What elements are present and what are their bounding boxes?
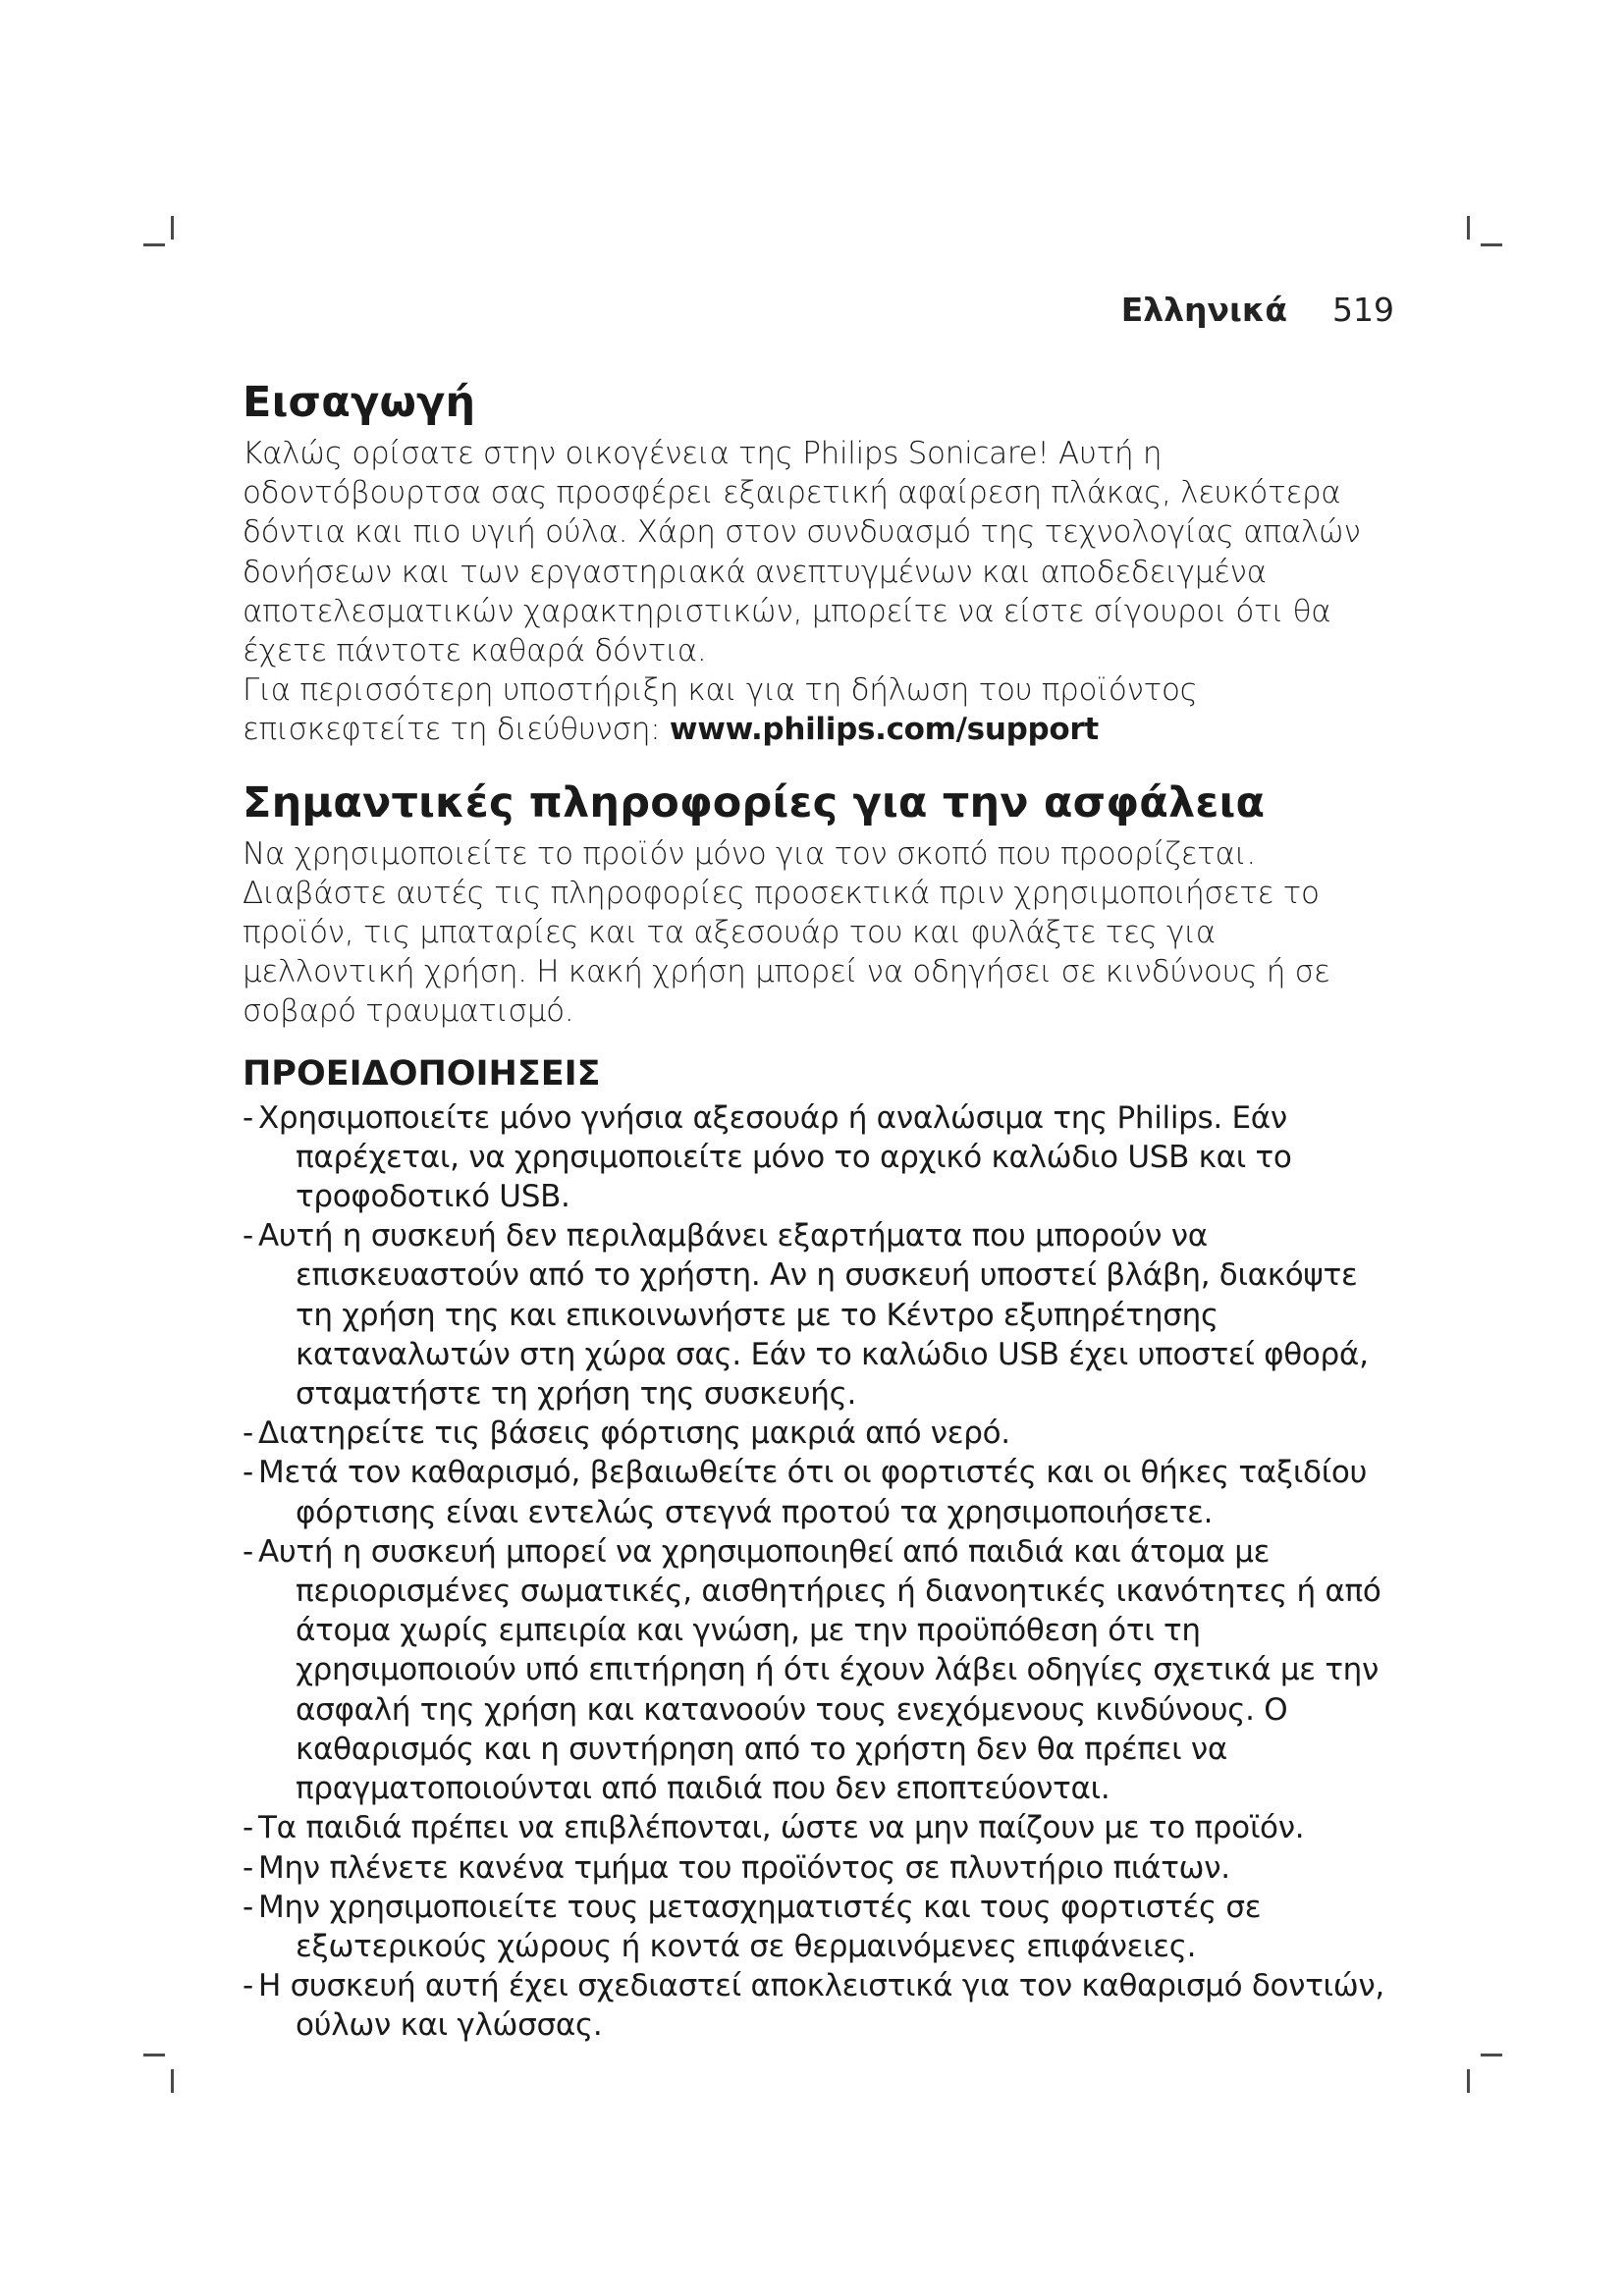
crop-mark-top-right-v [1467, 216, 1470, 240]
safety-section [243, 772, 1396, 1032]
intro-paragraph: Καλώς ορίσατε στην οικογένεια της Philips Sonicare! Αυτή η οδοντόβουρτσα σας προσφέρει εξαιρετική αφαίρεση πλάκας, λευκότερα δόντια και πιο υγιή ούλα. Χάρη στον συνδυασμό της τεχνολογίας απαλών δονήσεων και των εργαστηριακά ανεπτυγμένων και αποδεδειγμένα αποτελεσματικών χαρακτηριστικών, μπορείτε να είστε σίγουροι ότι θα έχετε πάντοτε καθαρά δόντια. [243, 436, 1361, 669]
bullet-dash: - [243, 1099, 253, 1136]
crop-mark-bottom-right-v [1467, 2069, 1470, 2093]
warning-item [243, 1848, 1396, 1888]
warnings-section [243, 1049, 1396, 2046]
warning-text: Χρησιμοποιείτε μόνο γνήσια αξεσουάρ ή αναλώσιμα της Philips. Εάν παρέχεται, να χρησιμοποιείτε μόνο το αρχικό καλώδιο USB και το τροφοδοτικό USB. [258, 1099, 1292, 1215]
intro-heading: Εισαγωγή [243, 378, 476, 427]
warning-text: Η συσκευή αυτή έχει σχεδιαστεί αποκλειστικά για τον καθαρισμό δοντιών, ούλων και γλώσσας. [258, 1968, 1384, 2044]
warning-item [243, 1966, 1396, 2045]
bullet-dash: - [243, 1968, 253, 2004]
warning-item [243, 1216, 1396, 1414]
warning-text: Διατηρείτε τις βάσεις φόρτισης μακριά από νερό. [258, 1415, 1010, 1452]
bullet-dash: - [243, 1810, 253, 1846]
support-link[interactable]: www.philips.com/support [669, 712, 1099, 748]
crop-mark-top-left-h [143, 243, 165, 246]
safety-heading: Σημαντικές πληροφορίες για την ασφάλεια [243, 777, 1266, 828]
crop-mark-top-right-h [1481, 243, 1502, 246]
warning-item [243, 1098, 1396, 1217]
support-paragraph [243, 670, 1396, 749]
safety-paragraph: Να χρησιμοποιείτε το προϊόν μόνο για τον σκοπό που προορίζεται. Διαβάστε αυτές τις πληροφορίες προσεκτικά πριν χρησιμοποιήσετε το προϊόν, τις μπαταρίες και τα αξεσουάρ του και φυλάξτε τες για μελλοντική χρήση. Η κακή χρήση μπορεί να οδηγήσει σε κινδύνους ή σε σοβαρό τραυματισμό. [243, 835, 1330, 1030]
bullet-dash: - [243, 1218, 253, 1255]
page-number: 519 [1332, 291, 1394, 329]
support-text: Για περισσότερη υποστήριξη και για τη δήλωση του προϊόντος επισκεφτείτε τη διεύθυνση: [243, 672, 1198, 748]
bullet-dash: - [243, 1533, 253, 1570]
warnings-list [243, 1098, 1396, 2046]
warning-text: Μετά τον καθαρισμό, βεβαιωθείτε ότι οι φορτιστές και οι θήκες ταξιδίου φόρτισης είναι εντελώς στεγνά προτού τα χρησιμοποιήσετε. [258, 1455, 1368, 1530]
warnings-heading: ΠΡΟΕΙΔΟΠΟΙΗΣΕΙΣ [243, 1053, 601, 1094]
warning-text: Μην πλένετε κανένα τμήμα του προϊόντος σε πλυντήριο πιάτων. [258, 1849, 1230, 1886]
warning-text: Τα παιδιά πρέπει να επιβλέπονται, ώστε να μην παίζουν με το προϊόν. [258, 1810, 1305, 1846]
bullet-dash: - [243, 1415, 253, 1452]
warning-item [243, 1888, 1396, 1966]
bullet-dash: - [243, 1889, 253, 1925]
warning-item [243, 1453, 1396, 1531]
bullet-dash: - [243, 1849, 253, 1886]
bullet-dash: - [243, 1455, 253, 1491]
intro-section [243, 371, 1396, 750]
crop-mark-top-left-v [171, 216, 174, 240]
warning-text: Μην χρησιμοποιείτε τους μετασχηματιστές και τους φορτιστές σε εξωτερικούς χώρους ή κοντά σε θερμαινόμενες επιφάνειες. [258, 1889, 1262, 1964]
crop-mark-bottom-right-h [1481, 2054, 1502, 2056]
page-content [243, 371, 1396, 2046]
warning-text: Αυτή η συσκευή μπορεί να χρησιμοποιηθεί από παιδιά και άτομα με περιορισμένες σωματικές, αισθητήριες ή διανοητικές ικανότητες ή από άτομα χωρίς εμπειρία και γνώση, με την προϋπόθεση ότι τη χρησιμοποιούν υπό επιτήρηση ή ότι έχουν λάβει οδηγίες σχετικά με την ασφαλή της χρήση και κατανοούν τους ενεχόμενους κινδύνους. Ο καθαρισμός και η συντήρηση από το χρήστη δεν θα πρέπει να πραγματοποιούνται από παιδιά που δεν εποπτεύονται. [258, 1533, 1381, 1807]
running-header [1121, 291, 1394, 329]
crop-mark-bottom-left-h [143, 2054, 165, 2056]
warning-item [243, 1532, 1396, 1808]
warning-item [243, 1808, 1396, 1847]
warning-text: Αυτή η συσκευή δεν περιλαμβάνει εξαρτήματα που μπορούν να επισκευαστούν από το χρήστη. Αν η συσκευή υποστεί βλάβη, διακόψτε τη χρήση της και επικοινωνήστε με το Κέντρο εξυπηρέτησης καταναλωτών στη χώρα σας. Εάν το καλώδιο USB έχει υποστεί φθορά, σταματήστε τη χρήση της συσκευής. [258, 1218, 1369, 1413]
language-label: Ελληνικά [1120, 291, 1287, 329]
crop-mark-bottom-left-v [171, 2069, 174, 2093]
warning-item [243, 1414, 1396, 1453]
